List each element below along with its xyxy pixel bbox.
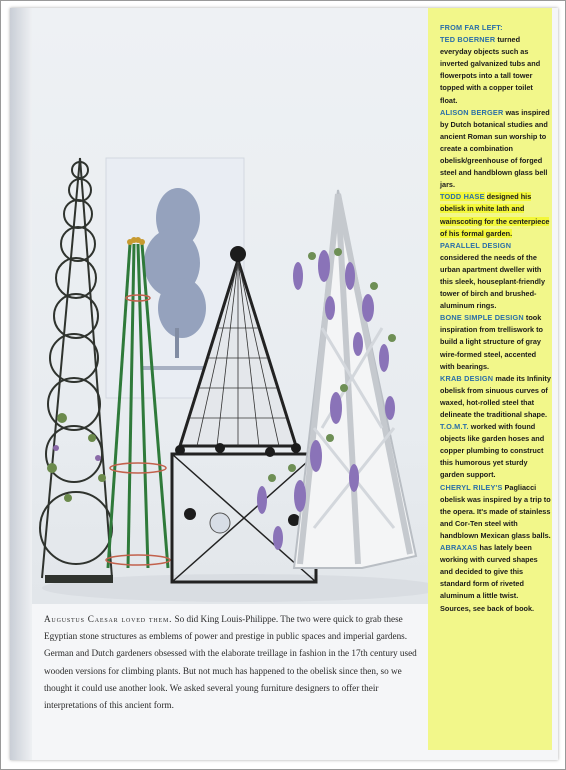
- obelisk-photo: [32, 8, 436, 604]
- caption-entry: [440, 240, 552, 313]
- caption-entry: [440, 542, 552, 602]
- entry-text: has lately been working with curved shapes and decided to give this standard form of riveted aluminum a little twist.: [440, 543, 538, 601]
- entry-text: turned everyday objects such as inverted galvanized tubs and flowerpots into a tall tower topped with a copper toilet float.: [440, 35, 541, 105]
- caption-heading: FROM FAR LEFT:: [440, 23, 503, 32]
- body-paragraph: So did King Louis-Philippe. The two were quick to grab these Egyptian stone structures as emblems of power and prestige in public spaces and imperial gardens. German and Dutch gardeners obsessed with the elaborate treillage in fashion in the 17th century used wooden versions for climbing plants. But not much has happened to the obelisk since then, so we thought it could use another look. We asked several young furniture designers to offer their interpretations of this ancient form.: [44, 614, 417, 711]
- sources-note: Sources, see back of book.: [440, 603, 535, 613]
- white-lattice-obelisk: [294, 190, 416, 568]
- entry-text: Pagliacci obelisk was inspired by a trip to the opera. It's made of stainless and Cor-Ten steel with handblown Mexican glass balls.: [440, 482, 551, 540]
- entry-text: considered the needs of the urban apartment dweller with this sleek, houseplant-friendly tower of birch and brushed-aluminum rings.: [440, 252, 546, 311]
- lead-in: Augustus Caesar loved them.: [44, 614, 173, 624]
- caption-entry: [440, 373, 552, 421]
- caption-entry: [440, 421, 552, 481]
- designer-name: CHERYL RILEY'S: [440, 482, 503, 492]
- entry-text: took inspiration from trelliswork to build a light structure of gray wire-formed steel, accented with bearings.: [440, 313, 543, 371]
- gutter-shadow: [10, 8, 32, 760]
- designer-name: BONE SIMPLE DESIGN: [440, 313, 524, 323]
- body-copy: [44, 611, 432, 714]
- caption-entry: [440, 482, 552, 542]
- designer-name: T.O.M.T.: [440, 422, 469, 432]
- designer-name: TODD HASE: [440, 192, 485, 202]
- entry-text: worked with found objects like garden hoses and copper plumbing to construct this humorous yet sturdy garden support.: [440, 422, 545, 480]
- designer-name: ABRAXAS: [440, 543, 478, 553]
- entry-text: made its Infinity obelisk from sinuous curves of waxed, hot-rolled steel that delineate the traditional shape.: [440, 373, 551, 419]
- designer-name: KRAB DESIGN: [440, 373, 494, 383]
- caption-text: [440, 22, 552, 615]
- caption-entry: [440, 312, 552, 372]
- designer-name: PARALLEL DESIGN: [440, 240, 512, 250]
- rings-obelisk: [40, 158, 112, 582]
- entry-text: was inspired by Dutch botanical studies and ancient Roman sun worship to create a combination obelisk/greenhouse of forged steel and handblown glass bell jars.: [440, 107, 550, 190]
- designer-name: ALISON BERGER: [440, 107, 504, 117]
- entry-text: designed his obelisk in white lath and wainscoting for the centerpiece of his formal garden.: [440, 192, 550, 238]
- obelisk-illustration: [32, 8, 436, 604]
- designer-name: TED BOERNER: [440, 35, 496, 45]
- caption-entry: [440, 107, 552, 192]
- caption-entry: [440, 34, 552, 107]
- caption-entry-highlighted: [440, 191, 552, 239]
